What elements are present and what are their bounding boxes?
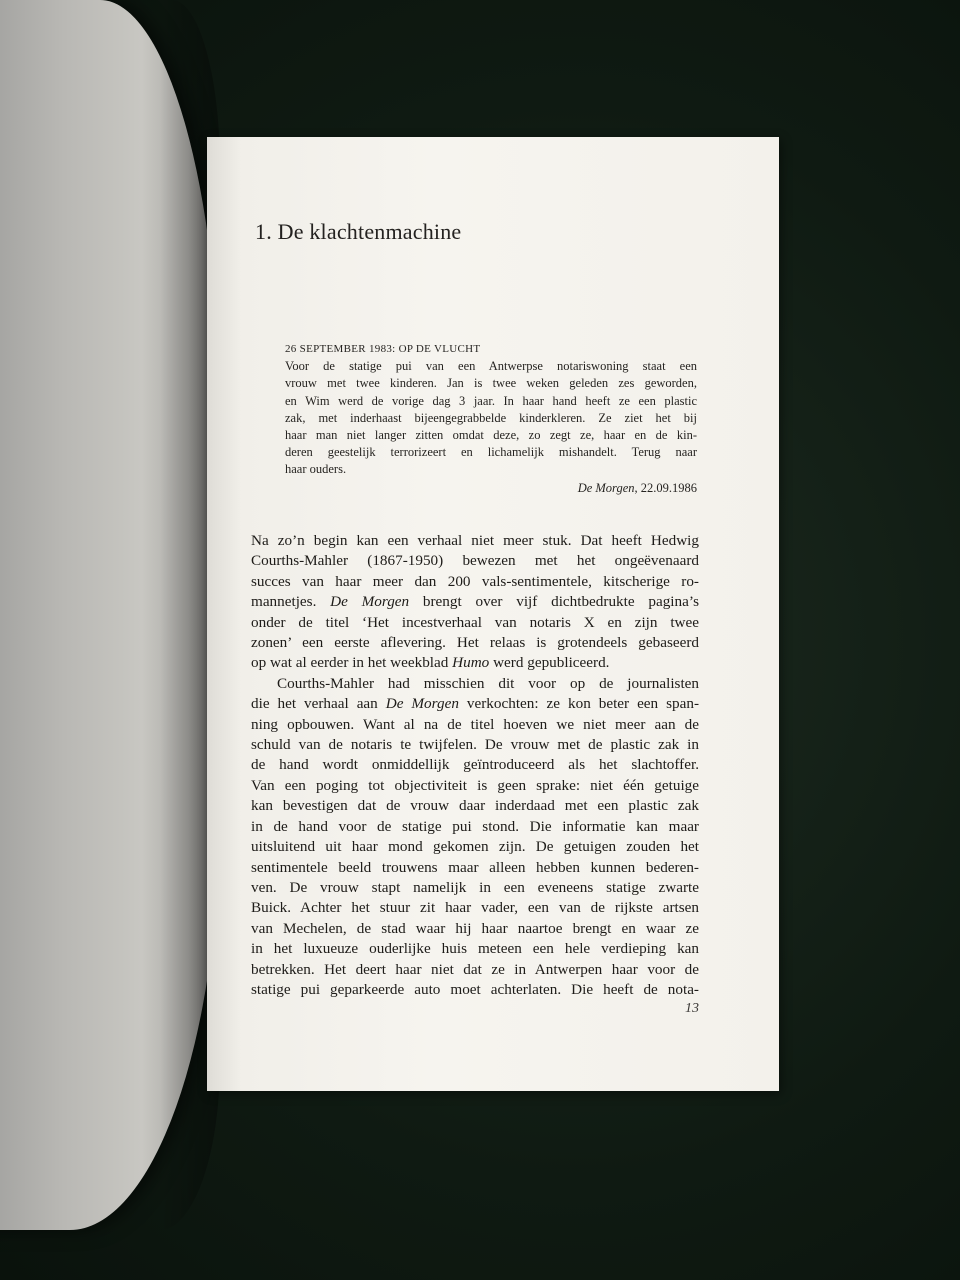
body-line: zonen’ een eerste aflevering. Het relaas is grotendeels gebaseerd bbox=[251, 634, 699, 652]
body-line: Van een poging tot objectiviteit is geen sprake: niet één getuige bbox=[251, 776, 699, 794]
body-line: in het luxueuze ouderlijke huis meteen een hele verdieping kan bbox=[251, 940, 699, 958]
body-line: in de hand voor de statige pui stond. Die informatie kan maar bbox=[251, 817, 699, 835]
body-line: ven. De vrouw stapt namelijk in een eveneens statige zwarte bbox=[251, 878, 699, 896]
page-number: 13 bbox=[685, 1001, 699, 1016]
quote-line: haar ouders. bbox=[285, 462, 347, 477]
body-line: op wat al eerder in het weekblad Humo werd gepubliceerd. bbox=[251, 654, 610, 672]
body-line: Na zo’n begin kan een verhaal niet meer stuk. Dat heeft Hedwig bbox=[251, 532, 699, 549]
body-text bbox=[251, 531, 699, 1000]
chapter-name: De klachtenmachine bbox=[277, 219, 462, 244]
quote-source bbox=[285, 480, 697, 497]
body-line: Buick. Achter het stuur zit haar vader, een van de rijkste artsen bbox=[251, 899, 699, 917]
emphasis: De Morgen bbox=[330, 593, 410, 611]
body-line: Courths-Mahler (1867-1950) bewezen met het ongeëvenaard bbox=[251, 552, 699, 570]
chapter-title bbox=[255, 219, 461, 245]
body-line: schuld van de notaris te twijfelen. De vrouw met de plastic zak in bbox=[251, 736, 699, 754]
quote-line: en Wim werd de vorige dag 3 jaar. In haar hand heeft ze een plastic bbox=[285, 393, 697, 408]
body-line: ning opbouwen. Want al na de titel hoeven we niet meer aan de bbox=[251, 715, 699, 733]
body-line: statige pui geparkeerde auto moet achterlaten. Die heeft de nota- bbox=[251, 980, 699, 998]
body-line: van Mechelen, de stad waar hij haar naartoe brengt en waar ze bbox=[251, 919, 699, 937]
emphasis: Humo bbox=[452, 654, 490, 672]
body-line: onder de titel ‘Het incestverhaal van notaris X en zijn twee bbox=[251, 613, 699, 631]
quote-line: zak, met inderhaast bijeengegrabbelde kinderkleren. Ze ziet het bij bbox=[285, 410, 697, 425]
emphasis: De Morgen bbox=[385, 695, 459, 713]
quote-heading: 26 SEPTEMBER 1983: OP DE VLUCHT bbox=[285, 343, 481, 355]
quote-line: vrouw met twee kinderen. Jan is twee weken geleden zes geworden, bbox=[285, 376, 697, 391]
body-line: sentimentele beeld trouwens maar alleen hebben kunnen bederen- bbox=[251, 858, 699, 876]
body-line: mannetjes. De Morgen brengt over vijf dichtbedrukte pagina’s bbox=[251, 593, 699, 611]
left-page bbox=[0, 0, 220, 1230]
body-line: kan bevestigen dat de vrouw daar inderdaad met een plastic zak bbox=[251, 797, 699, 815]
epigraph-quote bbox=[285, 341, 697, 497]
source-date: , 22.09.1986 bbox=[634, 480, 697, 495]
body-line: Courths-Mahler had misschien dit voor op de journalisten bbox=[277, 674, 699, 692]
body-line: uitsluitend uit haar mond gekomen zijn. De getuigen zouden het bbox=[251, 838, 699, 856]
body-line: betrekken. Het deert haar niet dat ze in Antwerpen haar voor de bbox=[251, 960, 699, 978]
book-page bbox=[207, 137, 779, 1091]
body-line: de hand wordt onmiddellijk geïntroduceerd als het slachtoffer. bbox=[251, 756, 699, 774]
body-line: succes van haar meer dan 200 vals-sentimentele, kitscherige ro- bbox=[251, 572, 699, 590]
source-paper: De Morgen bbox=[577, 480, 635, 495]
chapter-number: 1. bbox=[255, 219, 272, 244]
quote-line: deren geestelijk terrorizeert en lichamelijk mishandelt. Terug naar bbox=[285, 445, 697, 460]
quote-line: haar man niet langer zitten omdat deze, zo zegt ze, haar en de kin- bbox=[285, 428, 697, 443]
body-line: die het verhaal aan De Morgen verkochten: ze kon beter een span- bbox=[251, 695, 700, 713]
quote-line: Voor de statige pui van een Antwerpse notariswoning staat een bbox=[285, 359, 697, 374]
